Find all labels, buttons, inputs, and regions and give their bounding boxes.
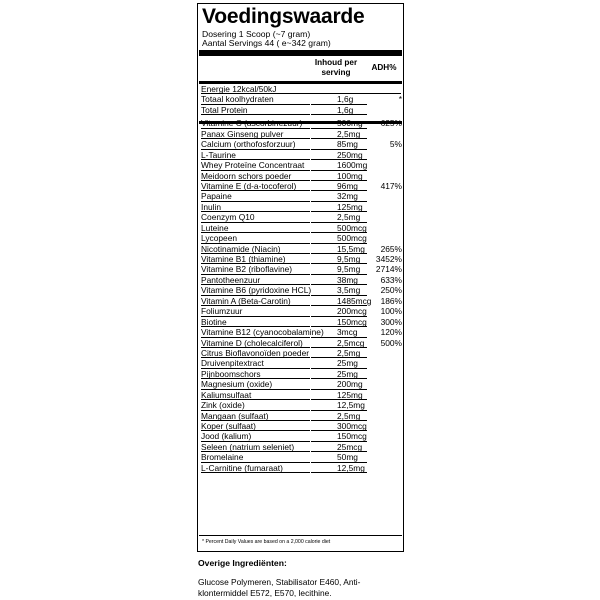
nutrient-amount: 2,5mg (311, 129, 367, 139)
nutrient-amount: 15,5mg (311, 244, 367, 254)
nutrient-name: Vitamine B6 (pyridoxine HCL) (201, 285, 312, 296)
table-row (201, 254, 402, 264)
table-row (201, 223, 402, 233)
nutrient-amount: 50mg (311, 452, 367, 462)
nutrient-amount: 300mcg (311, 421, 367, 431)
nutrient-amount: 25mg (311, 369, 367, 379)
table-row (201, 390, 402, 400)
nutrient-name: Vitamine E (d-a-tocoferol) (201, 181, 310, 191)
nutrient-adh (369, 379, 402, 389)
nutrient-amount: 12,5mg (311, 400, 367, 410)
nutrient-amount: 9,5mg (311, 264, 367, 274)
nutrient-name: Jood (kalium) (201, 431, 310, 441)
nutrient-amount: 38mg (311, 275, 367, 285)
nutrient-adh: 3452% (375, 254, 402, 264)
nutrient-adh (369, 452, 402, 462)
table-row (201, 358, 402, 368)
table-row (201, 317, 402, 327)
table-row (201, 452, 402, 462)
table-row (201, 94, 402, 104)
footnote-divider (199, 535, 402, 536)
nutrient-amount: 25mg (311, 358, 367, 368)
nutrient-name: Pantotheenzuur (201, 275, 310, 285)
table-row (201, 306, 402, 316)
table-row (201, 129, 402, 139)
nutrient-adh: 300% (380, 316, 402, 327)
protein-divider (199, 121, 402, 124)
nutrient-name: Total Protein (201, 105, 310, 115)
nutrient-name: Meidoorn schors poeder (201, 171, 310, 181)
table-row (201, 275, 402, 285)
column-header-serving (308, 58, 364, 78)
nutrient-name: Biotine (201, 317, 310, 327)
nutrient-adh (369, 212, 402, 222)
nutrient-name: Magnesium (oxide) (201, 379, 310, 389)
nutrient-adh (369, 390, 402, 400)
table-row (201, 338, 402, 348)
table-row (201, 202, 402, 212)
nutrient-amount: 200mcg (311, 306, 367, 316)
nutrient-name: L-Carnitine (fumaraat) (201, 463, 310, 473)
nutrient-amount: 2,5mg (311, 212, 367, 222)
nutrient-name: Mangaan (sulfaat) (201, 411, 310, 421)
ingredients-text: Glucose Polymeren, Stabilisator E460, Anti-klontermiddel E572, E570, lecithine. (198, 577, 361, 598)
table-row (201, 191, 402, 201)
nutrient-name: Totaal koolhydraten (201, 94, 310, 104)
nutrient-adh (369, 191, 402, 201)
nutrient-adh: 625% (380, 118, 402, 129)
nutrient-amount: 25mcg (311, 442, 367, 452)
nutrient-name: Pijnboomschors (201, 369, 310, 379)
nutrient-name: Lycopeen (201, 233, 310, 243)
energy-row (201, 84, 402, 94)
nutrient-amount: 32mg (311, 191, 367, 201)
table-row (201, 181, 402, 191)
nutrient-amount: 150mcg (311, 317, 367, 327)
table-row (201, 212, 402, 222)
nutrient-name: Foliumzuur (201, 306, 310, 316)
nutrient-adh (369, 171, 402, 181)
table-row (201, 421, 402, 431)
panel-title: Voedingswaarde (202, 5, 365, 28)
nutrient-amount: 1600mg (311, 160, 367, 170)
nutrient-adh: 186% (380, 295, 402, 306)
column-header-serving-line2: serving (321, 68, 351, 77)
nutrient-adh (369, 150, 402, 160)
nutrient-name: Luteine (201, 223, 310, 233)
nutrient-name: Bromelaine (201, 452, 310, 462)
nutrient-adh (369, 442, 402, 452)
nutrient-amount: 125mg (311, 390, 367, 400)
nutrient-table (201, 84, 402, 473)
nutrient-adh (369, 431, 402, 441)
nutrient-amount: 2,5mg (311, 348, 367, 358)
nutrient-name: Koper (sulfaat) (201, 421, 310, 431)
nutrient-adh: 500% (380, 337, 402, 348)
nutrient-name: Calcium (orthofosforzuur) (201, 139, 310, 149)
nutrient-adh: * (398, 94, 402, 105)
nutrient-name: Nicotinamide (Niacin) (201, 244, 310, 254)
nutrient-amount: 2,5mcg (311, 338, 367, 348)
nutrient-adh: 250% (380, 285, 402, 296)
table-row (201, 233, 402, 243)
nutrient-amount: 3mcg (311, 327, 367, 337)
nutrient-amount: 500mcg (311, 233, 367, 243)
table-row (201, 442, 402, 452)
nutrient-adh (369, 411, 402, 421)
nutrient-name: Druivenpitextract (201, 358, 310, 368)
nutrition-facts-panel (197, 3, 404, 552)
nutrient-amount: 85mg (311, 139, 367, 149)
nutrient-name: Vitamin A (Beta-Carotin) (201, 296, 310, 306)
table-row (201, 411, 402, 421)
nutrient-amount: 150mcg (311, 431, 367, 441)
table-row (201, 327, 402, 337)
nutrient-adh (369, 160, 402, 170)
nutrient-amount: 100mg (311, 171, 367, 181)
table-row (201, 431, 402, 441)
nutrient-amount: 500mg (311, 118, 367, 128)
nutrient-adh: 5% (389, 139, 402, 150)
table-row (201, 400, 402, 410)
nutrient-amount: 125mg (311, 202, 367, 212)
nutrient-adh (369, 369, 402, 379)
nutrient-name: Citrus Bioflavonoïden poeder (201, 347, 310, 358)
nutrient-adh (369, 348, 402, 358)
energy-label: Energie 12kcal/50kJ (201, 84, 401, 94)
table-row (201, 139, 402, 149)
nutrient-name: Zink (oxide) (201, 400, 310, 410)
servings-text: Aantal Servings 44 ( e~342 gram) (202, 38, 331, 48)
table-row (201, 348, 402, 358)
nutrient-adh (369, 202, 402, 212)
nutrient-name: Panax Ginseng pulver (201, 129, 310, 139)
table-row (201, 285, 402, 295)
nutrient-adh: 120% (380, 327, 402, 338)
dosage-text: Dosering 1 Scoop (~7 gram) (202, 29, 311, 39)
nutrient-name: Papaine (201, 191, 310, 201)
nutrient-amount: 250mg (311, 150, 367, 160)
table-row (201, 379, 402, 389)
nutrient-amount: 1,6g (311, 105, 367, 115)
nutrient-amount: 1485mcg (311, 296, 367, 306)
nutrient-adh: 633% (380, 274, 402, 285)
nutrient-name: Seleen (natrium seleniet) (201, 442, 310, 452)
table-row (201, 296, 402, 306)
table-row (201, 171, 402, 181)
nutrient-adh: 100% (380, 306, 402, 317)
header-divider (199, 50, 402, 56)
nutrient-name: Vitamine B1 (thiamine) (201, 254, 310, 264)
nutrient-adh (369, 400, 402, 410)
table-row (201, 150, 402, 160)
nutrient-amount: 1,6g (311, 94, 367, 104)
nutrient-adh: 265% (380, 243, 402, 254)
nutrient-name: Vitamine B2 (riboflavine) (201, 264, 310, 274)
nutrient-name: Coenzym Q10 (201, 212, 310, 222)
nutrient-amount: 3,5mg (311, 285, 367, 295)
nutrient-name: Inulin (201, 202, 310, 212)
nutrient-amount: 2,5mg (311, 411, 367, 421)
nutrient-adh (369, 463, 402, 473)
table-row (201, 369, 402, 379)
nutrient-adh: 2714% (375, 264, 402, 275)
nutrient-adh: 417% (380, 180, 402, 191)
nutrient-amount: 96mg (311, 181, 367, 191)
footnote: * Percent Daily Values are based on a 2,000 calorie diet (202, 539, 331, 545)
nutrient-amount: 500mcg (311, 223, 367, 233)
nutrient-adh (369, 223, 402, 233)
table-row (201, 105, 402, 115)
nutrient-adh (369, 129, 402, 139)
nutrient-amount: 12,5mg (311, 463, 367, 473)
nutrient-adh (369, 233, 402, 243)
nutrient-amount: 200mg (311, 379, 367, 389)
nutrient-name: Vitamine B12 (cyanocobalamine) (201, 327, 324, 338)
nutrient-name: Vitamine C (ascorbinezuur) (201, 118, 310, 128)
nutrient-name: Kaliumsulfaat (201, 390, 310, 400)
nutrient-adh (369, 358, 402, 368)
column-header-serving-line1: Inhoud per (314, 58, 358, 67)
table-row (201, 244, 402, 254)
nutrient-adh (369, 421, 402, 431)
nutrient-name: L-Taurine (201, 150, 310, 160)
table-row (201, 264, 402, 274)
nutrient-amount: 9,5mg (311, 254, 367, 264)
column-header-adh: ADH% (371, 63, 397, 72)
ingredients-title: Overige Ingrediënten: (198, 558, 287, 568)
table-row (201, 463, 402, 473)
nutrient-name: Whey Proteïne Concentraat (201, 160, 310, 170)
table-row (201, 160, 402, 170)
nutrient-adh (369, 105, 402, 115)
nutrient-name: Vitamine D (cholecalciferol) (201, 338, 310, 348)
